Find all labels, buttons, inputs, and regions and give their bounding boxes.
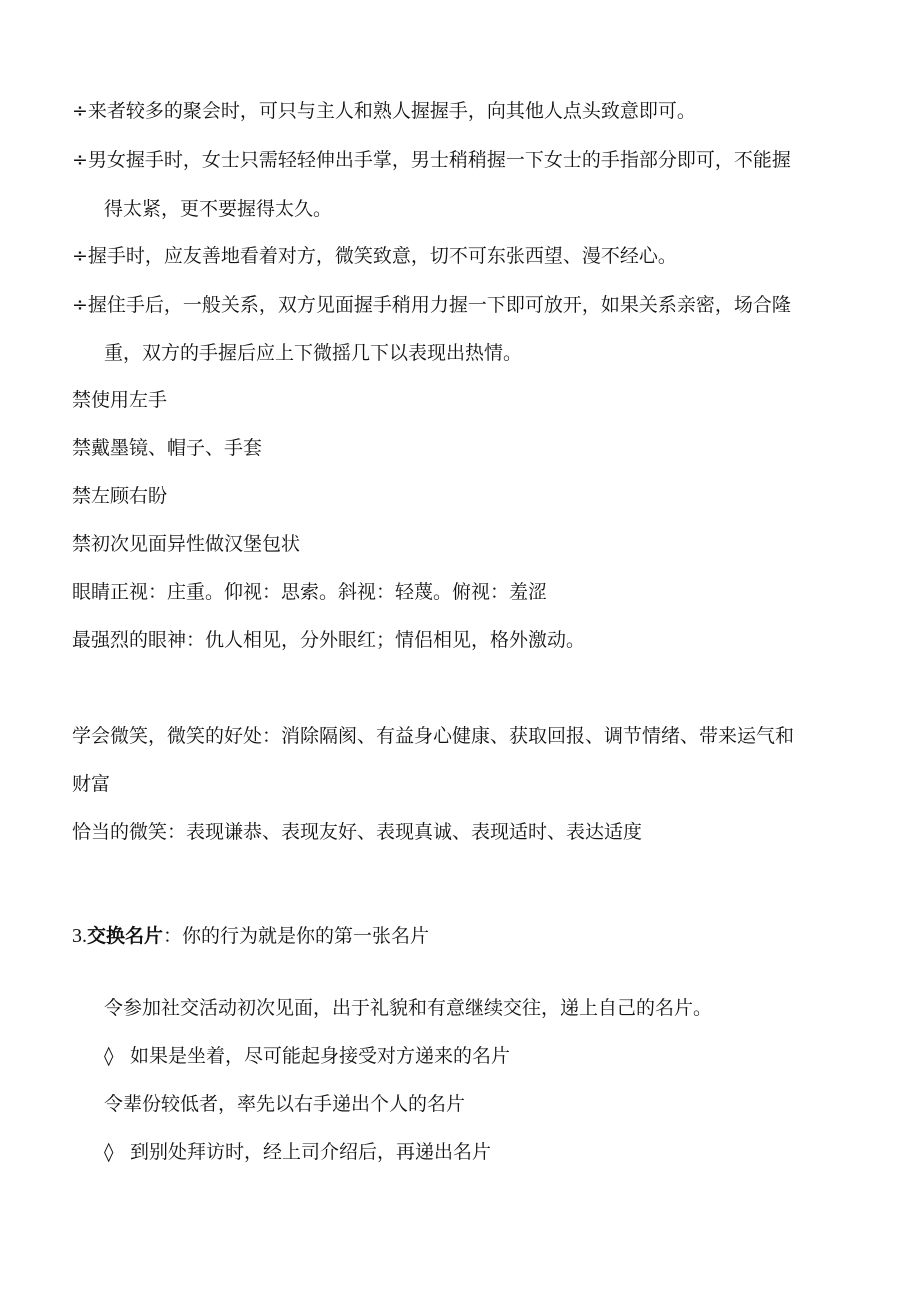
prohibition-left-hand: 禁使用左手 (72, 389, 168, 411)
handshake-bullet-2-continued: 得太紧，更不要握得太久。 (104, 198, 333, 220)
handshake-bullet-4-continued: 重，双方的手握后应上下微摇几下以表现出热情。 (104, 342, 523, 364)
prohibition-hamburger: 禁初次见面异性做汉堡包状 (72, 533, 301, 555)
prohibition-glancing: 禁左顾右盼 (72, 485, 168, 507)
card-item-1: 令参加社交活动初次见面，出于礼貌和有意继续交往，递上自己的名片。 (104, 997, 713, 1019)
smile-benefits-line: 学会微笑，微笑的好处：消除隔阂、有益身心健康、获取回报、调节情绪、带来运气和 (72, 725, 795, 747)
card-item-2 (104, 1043, 510, 1069)
section-subtitle: ：你的行为就是你的第一张名片 (163, 925, 430, 947)
smile-appropriate-line: 恰当的微笑：表现谦恭、表现友好、表现真诚、表现适时、表达适度 (72, 821, 643, 843)
eye-gaze-line: 眼睛正视：庄重。仰视：思索。斜视：轻蔑。俯视：羞涩 (72, 581, 548, 603)
card-item-4-text: 到别处拜访时，经上司介绍后，再递出名片 (130, 1141, 492, 1163)
eye-strongest-line: 最强烈的眼神：仇人相见，分外眼红；情侣相见，格外激动。 (72, 629, 586, 651)
handshake-bullet-4: ÷握住手后，一般关系，双方见面握手稍用力握一下即可放开，如果关系亲密，场合隆 (72, 294, 791, 316)
handshake-bullet-3: ÷握手时，应友善地看着对方，微笑致意，切不可东张西望、漫不经心。 (72, 245, 677, 267)
card-item-2-text: 如果是坐着，尽可能起身接受对方递来的名片 (130, 1045, 511, 1067)
diamond-bullet-icon: ◊ (104, 1045, 114, 1067)
section-number: 3. (72, 925, 87, 947)
diamond-bullet-icon: ◊ (104, 1141, 114, 1163)
section-title: 交换名片 (87, 925, 164, 947)
smile-benefits-continued: 财富 (72, 773, 111, 795)
handshake-bullet-1: ÷来者较多的聚会时，可只与主人和熟人握握手，向其他人点头致意即可。 (72, 100, 696, 122)
prohibition-sunglasses: 禁戴墨镜、帽子、手套 (72, 437, 263, 459)
handshake-bullet-2: ÷男女握手时，女士只需轻轻伸出手掌，男士稍稍握一下女士的手指部分即可，不能握 (72, 149, 791, 171)
section-3-heading (72, 923, 429, 949)
card-item-3: 令辈份较低者，率先以右手递出个人的名片 (104, 1093, 466, 1115)
card-item-4 (104, 1139, 491, 1165)
